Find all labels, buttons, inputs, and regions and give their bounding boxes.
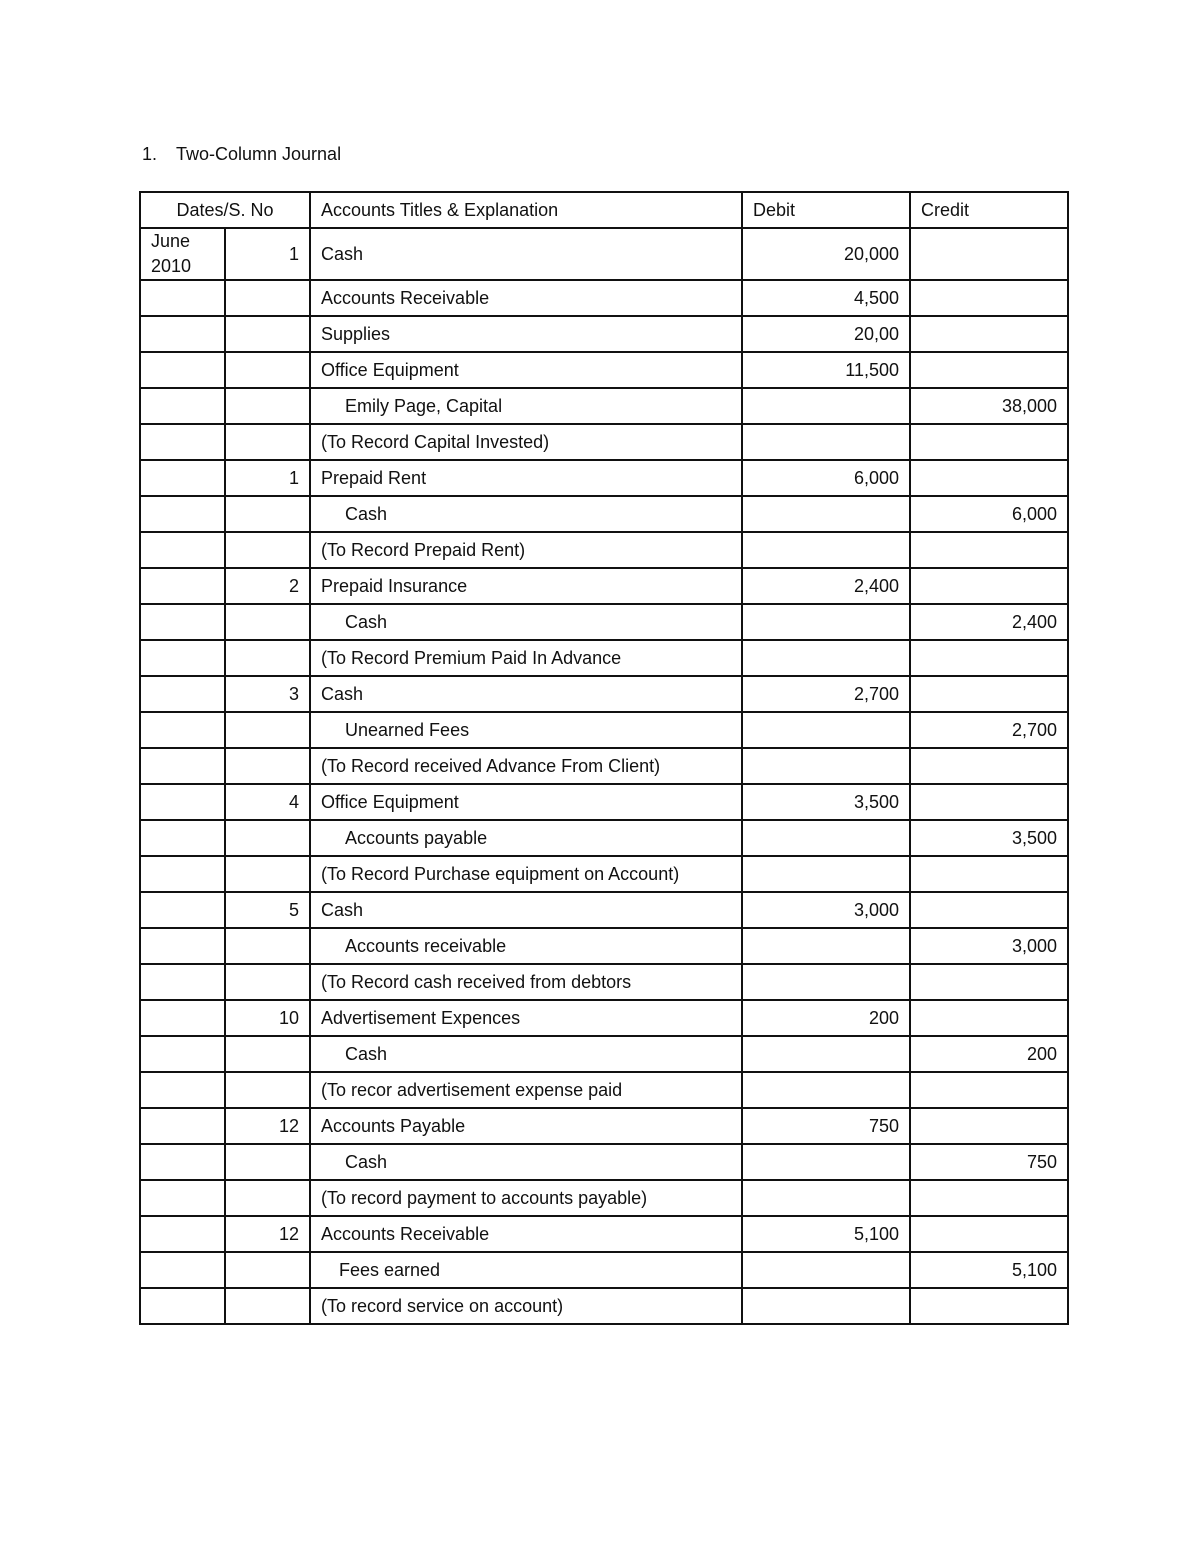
sno-cell (225, 1288, 310, 1324)
account-title: Office Equipment (321, 359, 459, 380)
date-cell (140, 1216, 225, 1252)
account-cell (310, 1036, 742, 1072)
debit-cell: 3,000 (742, 892, 910, 928)
account-cell (310, 784, 742, 820)
account-cell (310, 748, 742, 784)
sno-cell: 12 (225, 1216, 310, 1252)
credit-cell: 3,000 (910, 928, 1068, 964)
account-cell (310, 712, 742, 748)
debit-cell (742, 964, 910, 1000)
debit-cell: 2,400 (742, 568, 910, 604)
account-title: Advertisement Expences (321, 1007, 521, 1028)
account-title: Supplies (321, 323, 391, 344)
sno-cell (225, 928, 310, 964)
account-title: (To Record Purchase equipment on Account) (321, 863, 680, 884)
header-date-sno: Dates/S. No (140, 192, 310, 228)
journal-table (139, 191, 1069, 1325)
credit-cell (910, 964, 1068, 1000)
account-title: (To Record Capital Invested) (321, 431, 550, 452)
account-cell (310, 352, 742, 388)
journal-row (140, 496, 1068, 532)
sno-cell (225, 964, 310, 1000)
sno-cell: 1 (225, 228, 310, 280)
debit-cell: 4,500 (742, 280, 910, 316)
date-cell (140, 532, 225, 568)
account-cell (310, 388, 742, 424)
account-cell (310, 640, 742, 676)
header-row (140, 192, 1068, 228)
journal-row (140, 316, 1068, 352)
sno-cell (225, 820, 310, 856)
sno-cell (225, 1180, 310, 1216)
debit-cell: 5,100 (742, 1216, 910, 1252)
debit-cell: 20,000 (742, 228, 910, 280)
account-cell (310, 1144, 742, 1180)
account-cell (310, 1000, 742, 1036)
account-title: (To recor advertisement expense paid (321, 1079, 623, 1100)
journal-row (140, 856, 1068, 892)
credit-cell (910, 460, 1068, 496)
date-cell (140, 496, 225, 532)
date-cell (140, 640, 225, 676)
journal-row (140, 604, 1068, 640)
date-cell (140, 928, 225, 964)
date-cell (140, 568, 225, 604)
journal-row (140, 1288, 1068, 1324)
date-cell (140, 280, 225, 316)
sno-cell (225, 1072, 310, 1108)
sno-cell (225, 532, 310, 568)
date-cell (140, 964, 225, 1000)
date-cell (140, 352, 225, 388)
credit-cell (910, 892, 1068, 928)
header-credit: Credit (910, 192, 1068, 228)
account-title: Accounts Receivable (321, 1223, 490, 1244)
account-title: Fees earned (339, 1259, 441, 1280)
account-title: Prepaid Insurance (321, 575, 468, 596)
sno-cell: 4 (225, 784, 310, 820)
account-title: Unearned Fees (345, 719, 470, 740)
date-cell (140, 424, 225, 460)
credit-cell: 200 (910, 1036, 1068, 1072)
credit-cell: 5,100 (910, 1252, 1068, 1288)
credit-cell (910, 1108, 1068, 1144)
account-cell (310, 568, 742, 604)
date-cell (140, 316, 225, 352)
account-title: (To Record cash received from debtors (321, 971, 632, 992)
date-cell (140, 460, 225, 496)
account-title: Accounts receivable (345, 935, 507, 956)
sno-cell (225, 352, 310, 388)
account-cell (310, 532, 742, 568)
debit-cell (742, 856, 910, 892)
account-cell (310, 1072, 742, 1108)
date-cell (140, 712, 225, 748)
account-title: Cash (321, 243, 364, 264)
sno-cell (225, 856, 310, 892)
debit-cell (742, 820, 910, 856)
account-title: Accounts Receivable (321, 287, 490, 308)
account-title: Accounts Payable (321, 1115, 466, 1136)
account-cell (310, 496, 742, 532)
heading-title: Two-Column Journal (176, 144, 342, 164)
credit-cell (910, 532, 1068, 568)
date-cell (140, 1252, 225, 1288)
account-cell (310, 820, 742, 856)
debit-cell (742, 928, 910, 964)
debit-cell (742, 388, 910, 424)
account-cell (310, 1288, 742, 1324)
date-cell (140, 1072, 225, 1108)
credit-cell (910, 568, 1068, 604)
account-cell (310, 316, 742, 352)
credit-cell (910, 316, 1068, 352)
debit-cell (742, 1288, 910, 1324)
journal-row (140, 964, 1068, 1000)
sno-cell: 2 (225, 568, 310, 604)
journal-row (140, 280, 1068, 316)
debit-cell (742, 712, 910, 748)
account-title: Accounts payable (345, 827, 488, 848)
document-heading (142, 144, 341, 165)
credit-cell: 750 (910, 1144, 1068, 1180)
date-cell (140, 748, 225, 784)
account-title: Cash (345, 1043, 388, 1064)
date-cell (140, 1000, 225, 1036)
journal-row (140, 388, 1068, 424)
debit-cell: 11,500 (742, 352, 910, 388)
journal-row (140, 568, 1068, 604)
credit-cell (910, 1216, 1068, 1252)
account-cell (310, 892, 742, 928)
journal-row (140, 1072, 1068, 1108)
journal-row (140, 676, 1068, 712)
date-month: June (151, 231, 191, 251)
account-cell (310, 460, 742, 496)
account-cell (310, 424, 742, 460)
credit-cell (910, 1288, 1068, 1324)
debit-cell (742, 1036, 910, 1072)
sno-cell (225, 1144, 310, 1180)
date-cell (140, 892, 225, 928)
sno-cell (225, 316, 310, 352)
account-title: (To record service on account) (321, 1295, 564, 1316)
debit-cell: 20,00 (742, 316, 910, 352)
journal-row (140, 1000, 1068, 1036)
debit-cell (742, 424, 910, 460)
credit-cell (910, 784, 1068, 820)
credit-cell (910, 1180, 1068, 1216)
sno-cell (225, 280, 310, 316)
sno-cell: 12 (225, 1108, 310, 1144)
journal-row (140, 928, 1068, 964)
sno-cell: 10 (225, 1000, 310, 1036)
credit-cell: 3,500 (910, 820, 1068, 856)
journal-row (140, 1144, 1068, 1180)
credit-cell: 2,700 (910, 712, 1068, 748)
credit-cell (910, 280, 1068, 316)
credit-cell (910, 856, 1068, 892)
debit-cell: 750 (742, 1108, 910, 1144)
sno-cell: 3 (225, 676, 310, 712)
account-title: Cash (321, 899, 364, 920)
credit-cell: 6,000 (910, 496, 1068, 532)
journal-row (140, 460, 1068, 496)
journal-row (140, 1252, 1068, 1288)
account-cell (310, 856, 742, 892)
sno-cell (225, 388, 310, 424)
date-cell (140, 604, 225, 640)
credit-cell (910, 748, 1068, 784)
account-title: (To Record received Advance From Client) (321, 755, 661, 776)
journal-row (140, 1108, 1068, 1144)
date-cell (140, 1144, 225, 1180)
account-title: (To Record Premium Paid In Advance (321, 647, 622, 668)
debit-cell (742, 1180, 910, 1216)
debit-cell (742, 496, 910, 532)
journal-row (140, 712, 1068, 748)
debit-cell (742, 1144, 910, 1180)
date-cell (140, 676, 225, 712)
account-title: Cash (345, 503, 388, 524)
account-title: (To Record Prepaid Rent) (321, 539, 526, 560)
credit-cell (910, 228, 1068, 280)
account-cell (310, 1108, 742, 1144)
account-cell (310, 928, 742, 964)
journal-row (140, 1036, 1068, 1072)
date-cell (140, 820, 225, 856)
sno-cell (225, 712, 310, 748)
journal-row (140, 352, 1068, 388)
sno-cell (225, 1252, 310, 1288)
date-cell (140, 1180, 225, 1216)
sno-cell (225, 640, 310, 676)
sno-cell: 1 (225, 460, 310, 496)
journal-row (140, 640, 1068, 676)
account-title: Cash (345, 1151, 388, 1172)
credit-cell (910, 640, 1068, 676)
date-cell (140, 1036, 225, 1072)
date-cell (140, 388, 225, 424)
debit-cell (742, 532, 910, 568)
debit-cell: 200 (742, 1000, 910, 1036)
sno-cell: 5 (225, 892, 310, 928)
credit-cell (910, 1072, 1068, 1108)
sno-cell (225, 496, 310, 532)
debit-cell (742, 640, 910, 676)
account-cell (310, 1180, 742, 1216)
debit-cell (742, 604, 910, 640)
credit-cell (910, 1000, 1068, 1036)
sno-cell (225, 424, 310, 460)
account-title: (To record payment to accounts payable) (321, 1187, 648, 1208)
account-cell (310, 1252, 742, 1288)
date-cell (140, 856, 225, 892)
date-cell (140, 228, 225, 280)
journal-row (140, 424, 1068, 460)
account-title: Cash (321, 683, 364, 704)
account-cell (310, 604, 742, 640)
journal-row (140, 228, 1068, 280)
account-title: Office Equipment (321, 791, 459, 812)
date-cell (140, 1108, 225, 1144)
journal-row (140, 1180, 1068, 1216)
date-year: 2010 (151, 256, 192, 276)
credit-cell: 38,000 (910, 388, 1068, 424)
journal-row (140, 892, 1068, 928)
account-cell (310, 676, 742, 712)
journal-row (140, 748, 1068, 784)
heading-number: 1. (142, 144, 158, 164)
date-cell (140, 1288, 225, 1324)
debit-cell: 6,000 (742, 460, 910, 496)
account-title: Emily Page, Capital (345, 395, 503, 416)
account-cell (310, 964, 742, 1000)
date-cell (140, 784, 225, 820)
debit-cell (742, 1072, 910, 1108)
account-cell (310, 1216, 742, 1252)
debit-cell: 2,700 (742, 676, 910, 712)
journal-row (140, 820, 1068, 856)
credit-cell (910, 424, 1068, 460)
debit-cell (742, 748, 910, 784)
sno-cell (225, 1036, 310, 1072)
credit-cell: 2,400 (910, 604, 1068, 640)
journal-row (140, 532, 1068, 568)
account-cell (310, 280, 742, 316)
credit-cell (910, 352, 1068, 388)
account-cell (310, 228, 742, 280)
debit-cell: 3,500 (742, 784, 910, 820)
sno-cell (225, 604, 310, 640)
credit-cell (910, 676, 1068, 712)
debit-cell (742, 1252, 910, 1288)
journal-row (140, 784, 1068, 820)
header-debit: Debit (742, 192, 910, 228)
journal-row (140, 1216, 1068, 1252)
header-account: Accounts Titles & Explanation (310, 192, 742, 228)
account-title: Prepaid Rent (321, 467, 427, 488)
account-title: Cash (345, 611, 388, 632)
sno-cell (225, 748, 310, 784)
